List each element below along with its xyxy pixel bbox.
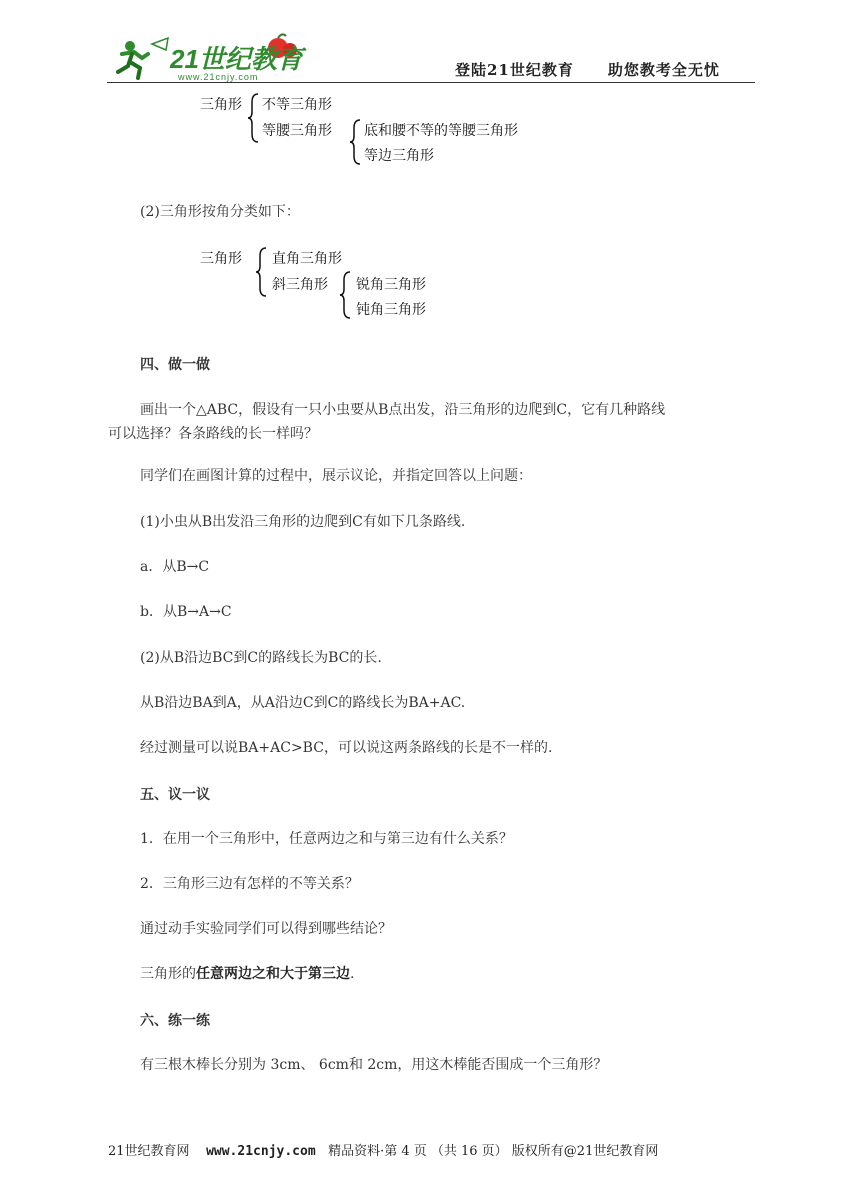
angle-tree-b: 斜三角形 [272,277,328,293]
side-tree-brace-2 [350,118,362,166]
side-tree-b: 等腰三角形 [262,123,332,139]
logo-text: 21世纪教育 [170,44,303,74]
sec4-p5: b．从B→A→C [140,604,232,620]
angle-tree-root: 三角形 [200,251,242,267]
sec4-p3: (1)小虫从B出发沿三角形的边爬到C有如下几条路线. [140,514,466,530]
sec4-p6: (2)从B沿边BC到C的路线长为BC的长. [140,650,382,666]
sec5-concl-bold: 任意两边之和大于第三边 [196,966,350,982]
footer-url[interactable]: www.21cnjy.com [206,1144,316,1159]
sec4-p7: 从B沿边BA到A，从A沿边C到C的路线长为BA+AC. [140,695,466,711]
sec6-title: 六、练一练 [140,1013,210,1029]
sec4-title: 四、做一做 [140,357,210,373]
angle-tree-a: 直角三角形 [272,251,342,267]
side-tree-b2: 等边三角形 [364,148,434,164]
sec4-p2: 同学们在画图计算的过程中，展示议论，并指定回答以上问题： [140,468,532,484]
angle-tree-b1: 锐角三角形 [356,277,426,293]
side-tree-brace-1 [248,92,260,144]
sec6-p1: 有三根木棒长分别为 3cm、 6cm和 2cm，用这木棒能否围成一个三角形？ [140,1057,608,1073]
sec5-title: 五、议一议 [140,787,210,803]
footer-site: 21世纪教育网 [108,1144,190,1159]
angle-tree-b2: 钝角三角形 [356,302,426,318]
sec5-conclusion [140,964,354,984]
slogan-right: 助您教考全无忧 [607,61,720,79]
side-tree-b1: 底和腰不等的等腰三角形 [364,123,518,139]
site-logo [108,28,308,84]
angle-heading: (2)三角形按角分类如下： [140,204,300,220]
sec5-concl-suffix: . [350,966,355,982]
angle-tree-brace-2 [340,270,352,320]
runner-icon [118,38,168,78]
sec4-p1-line2: 可以选择？各条路线的长一样吗？ [108,426,318,442]
logo-url: www.21cnjy.com [178,72,259,82]
slogan-left: 登陆21世纪教育 [455,61,574,79]
header-slogan [455,59,720,80]
side-tree-a: 不等三角形 [262,97,332,113]
sec5-concl-prefix: 三角形的 [140,966,196,982]
angle-tree-brace-1 [256,246,268,298]
sec5-q3: 通过动手实验同学们可以得到哪些结论？ [140,921,392,937]
sec4-p4: a．从B→C [140,559,210,575]
side-tree-root: 三角形 [200,97,242,113]
sec5-q1: 1．在用一个三角形中，任意两边之和与第三边有什么关系？ [140,831,513,847]
footer-info: 精品资料·第 4 页 （共 16 页） 版权所有@21世纪教育网 [328,1144,659,1159]
sec4-p8: 经过测量可以说BA+AC>BC，可以说这两条路线的长是不一样的. [140,740,553,756]
sec5-q2: 2．三角形三边有怎样的不等关系？ [140,876,359,892]
page-footer [108,1140,658,1159]
header-rule [107,82,755,83]
sec4-p1-line1: 画出一个△ABC，假设有一只小虫要从B点出发，沿三角形的边爬到C，它有几种路线 [140,402,666,418]
